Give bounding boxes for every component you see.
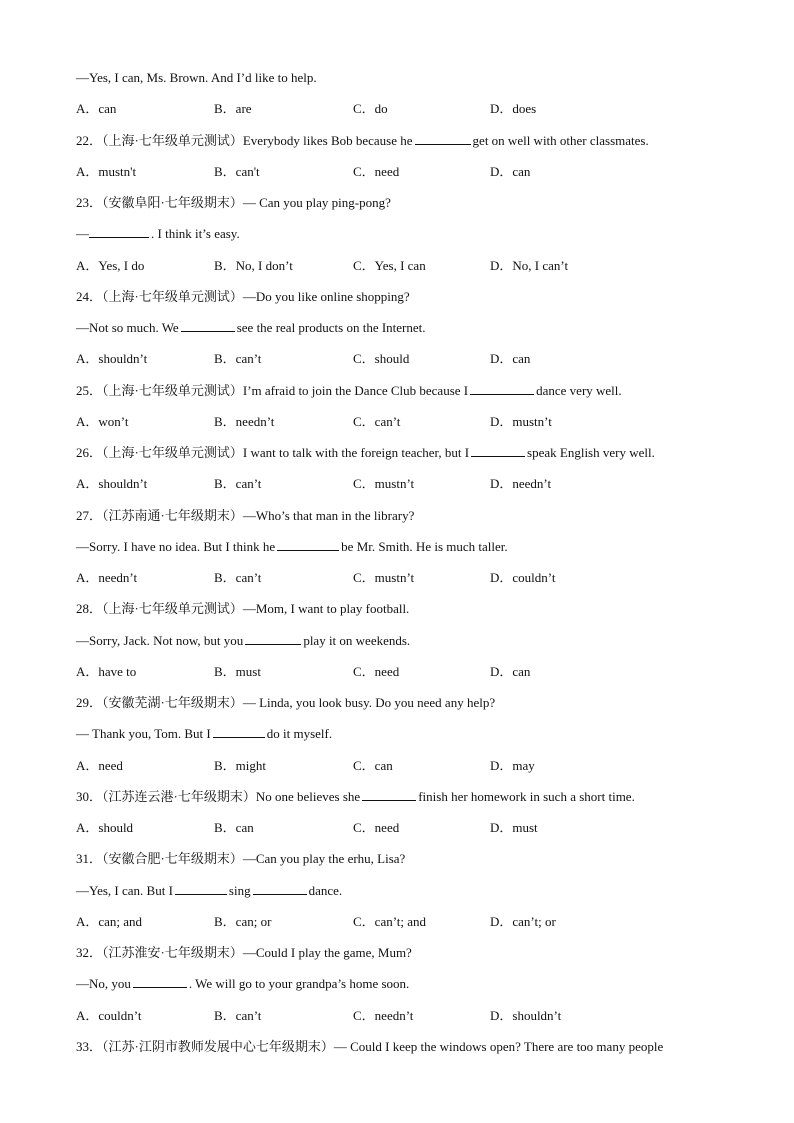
option-a: A．should [76,820,134,835]
question-stem [76,1031,726,1062]
question-source: （安徽合肥·七年级期末） [102,851,243,867]
question-text: — Linda, you look busy. Do you need any help? [242,695,496,710]
question-text: . We will go to your grandpa’s home soon. [188,976,410,992]
question-text: . I think it’s easy. [151,226,240,242]
option-c: C．should [353,351,410,367]
question-text: I’m afraid to join the Dance Club because I [242,382,469,398]
question-text: —Could I play the game, Mum? [242,945,412,960]
answer-blank[interactable] [470,382,534,395]
option-c: C．can’t; and [353,913,427,929]
question-source: （上海·七年级单元测试） [102,601,243,617]
question-stem [76,937,726,968]
options-row [76,1000,726,1031]
answer-blank[interactable] [175,882,227,895]
option-b: B．are [214,101,252,117]
question-number: 27． [76,507,103,523]
question-text: No one believes she [255,788,361,804]
question-text: —Sorry. I have no idea. But I think he [76,538,276,554]
question-source: （上海·七年级单元测试） [102,288,243,304]
question-text: be Mr. Smith. He is much taller. [341,538,508,554]
option-a: A．needn’t [76,570,138,585]
question-source: （江苏连云港·七年级期末） [102,788,256,804]
option-a: A．have to [76,663,137,679]
question-dialogue-line [76,625,726,656]
question-stem [76,687,726,718]
option-c: C．mustn’t [353,476,415,492]
question-text: —No, you [76,976,131,992]
question-text: — Thank you, Tom. But I [76,726,211,742]
option-b: B．can [214,820,254,835]
option-c: C．mustn’t [353,570,415,585]
question-text: dance very well. [536,382,622,398]
option-a: A．won’t [76,413,129,429]
question-number: 22． [76,132,103,148]
option-a: A．shouldn’t [76,476,148,492]
q21-options [76,93,726,124]
question-source: （江苏·江阴市教师发展中心七年级期末） [102,1038,334,1054]
question-text: finish her homework in such a short time. [418,788,635,804]
option-d: D．can [490,663,531,679]
question-dialogue-line [76,875,726,906]
question-text: play it on weekends. [303,632,411,648]
question-text: I want to talk with the foreign teacher, but I [242,445,470,460]
question-source: （安徽芜湖·七年级期末） [102,695,243,710]
answer-blank[interactable] [253,882,307,895]
option-a: A．need [76,757,123,773]
option-c: C．need [353,820,400,835]
question-dialogue-line [76,218,726,249]
question-text: —Sorry, Jack. Not now, but you [76,632,244,648]
question-text: —Who’s that man in the library? [242,507,415,523]
question-stem [76,500,726,531]
question-stem [76,593,726,624]
question-number: 32． [76,945,103,960]
question-stem [76,375,726,406]
question-dialogue-line [76,531,726,562]
option-b: B．No, I don’t [214,257,293,273]
question-text: — [76,226,89,242]
question-stem [76,125,726,156]
option-c: C．do [353,101,388,117]
question-number: 33． [76,1038,103,1054]
option-b: B．can’t [214,351,262,367]
options-row [76,656,726,687]
options-row [76,750,726,781]
option-c: C．need [353,663,400,679]
option-c: C．needn’t [353,1007,414,1023]
question-stem [76,843,726,874]
question-number: 29． [76,695,103,710]
answer-blank[interactable] [245,632,301,645]
question-text: —Mom, I want to play football. [242,601,410,617]
options-row [76,906,726,937]
question-dialogue-line [76,312,726,343]
question-number: 26． [76,445,103,460]
question-text: get on well with other classmates. [472,132,649,148]
question-number: 23． [76,195,103,210]
question-text: —Can you play the erhu, Lisa? [242,851,406,867]
options-row [76,562,726,593]
answer-blank[interactable] [133,975,187,988]
question-source: （安徽阜阳·七年级期末） [102,195,243,210]
answer-blank[interactable] [277,538,339,551]
option-a: A．can [76,101,117,117]
options-row [76,250,726,281]
options-row [76,406,726,437]
option-c: C．Yes, I can [353,257,426,273]
answer-blank[interactable] [362,788,416,801]
question-text: speak English very well. [527,445,655,460]
option-d: D．must [490,820,538,835]
question-source: （上海·七年级单元测试） [102,445,243,460]
option-b: B．can’t [214,476,262,492]
question-stem [76,437,726,468]
option-b: B．needn’t [214,413,275,429]
question-source: （上海·七年级单元测试） [102,382,243,398]
question-text: sing [228,882,251,898]
option-c: C．can [353,757,393,773]
question-text: — Could I keep the windows open? There are too many people [333,1038,664,1054]
exam-page [76,62,726,1062]
option-a: A．couldn’t [76,1007,142,1023]
question-number: 28． [76,601,103,617]
answer-blank[interactable] [181,319,235,332]
options-row [76,343,726,374]
question-number: 31． [76,851,103,867]
question-text: do it myself. [266,726,333,742]
option-b: B．can’t [214,570,262,585]
answer-blank[interactable] [415,132,471,145]
question-source: （江苏淮安·七年级期末） [102,945,243,960]
option-d: D．can [490,351,531,367]
option-d: D．can’t; or [490,913,556,929]
intro-answer-line: —Yes, I can, Ms. Brown. And I’d like to help. [76,70,317,85]
option-d: D．can [490,163,531,179]
option-a: A．can; and [76,913,143,929]
option-d: D．shouldn’t [490,1007,562,1023]
question-text: —Do you like online shopping? [242,288,410,304]
option-b: B．can't [214,163,260,179]
options-row [76,156,726,187]
question-stem [76,187,726,218]
option-c: C．can’t [353,413,401,429]
answer-blank[interactable] [471,444,525,457]
option-d: D．may [490,757,535,773]
option-d: D．needn’t [490,476,552,492]
question-number: 24． [76,288,103,304]
question-text: — Can you play ping-pong? [242,195,391,210]
option-b: B．can; or [214,913,272,929]
question-text: —Not so much. We [76,320,179,335]
question-number: 25． [76,382,103,398]
question-number: 30． [76,788,103,804]
options-row [76,812,726,843]
question-source: （上海·七年级单元测试） [102,132,243,148]
option-a: A．mustn't [76,163,137,179]
question-stem [76,281,726,312]
option-b: B．must [214,663,261,679]
answer-blank[interactable] [89,225,149,238]
question-text: dance. [308,882,343,898]
option-a: A．Yes, I do [76,257,145,273]
option-b: B．might [214,757,267,773]
option-a: A．shouldn’t [76,351,148,367]
answer-blank[interactable] [213,725,265,738]
option-d: D．No, I can’t [490,257,569,273]
option-d: D．mustn’t [490,413,552,429]
question-list [76,125,726,1063]
question-source: （江苏南通·七年级期末） [102,507,243,523]
question-text: —Yes, I can. But I [76,882,173,898]
option-d: D．does [490,101,537,117]
question-text: see the real products on the Internet. [236,320,426,335]
option-d: D．couldn’t [490,570,556,585]
option-b: B．can’t [214,1007,262,1023]
options-row [76,468,726,499]
option-c: C．need [353,163,400,179]
question-stem [76,781,726,812]
question-dialogue-line [76,968,726,999]
question-dialogue-line [76,718,726,749]
question-text: Everybody likes Bob because he [242,132,413,148]
